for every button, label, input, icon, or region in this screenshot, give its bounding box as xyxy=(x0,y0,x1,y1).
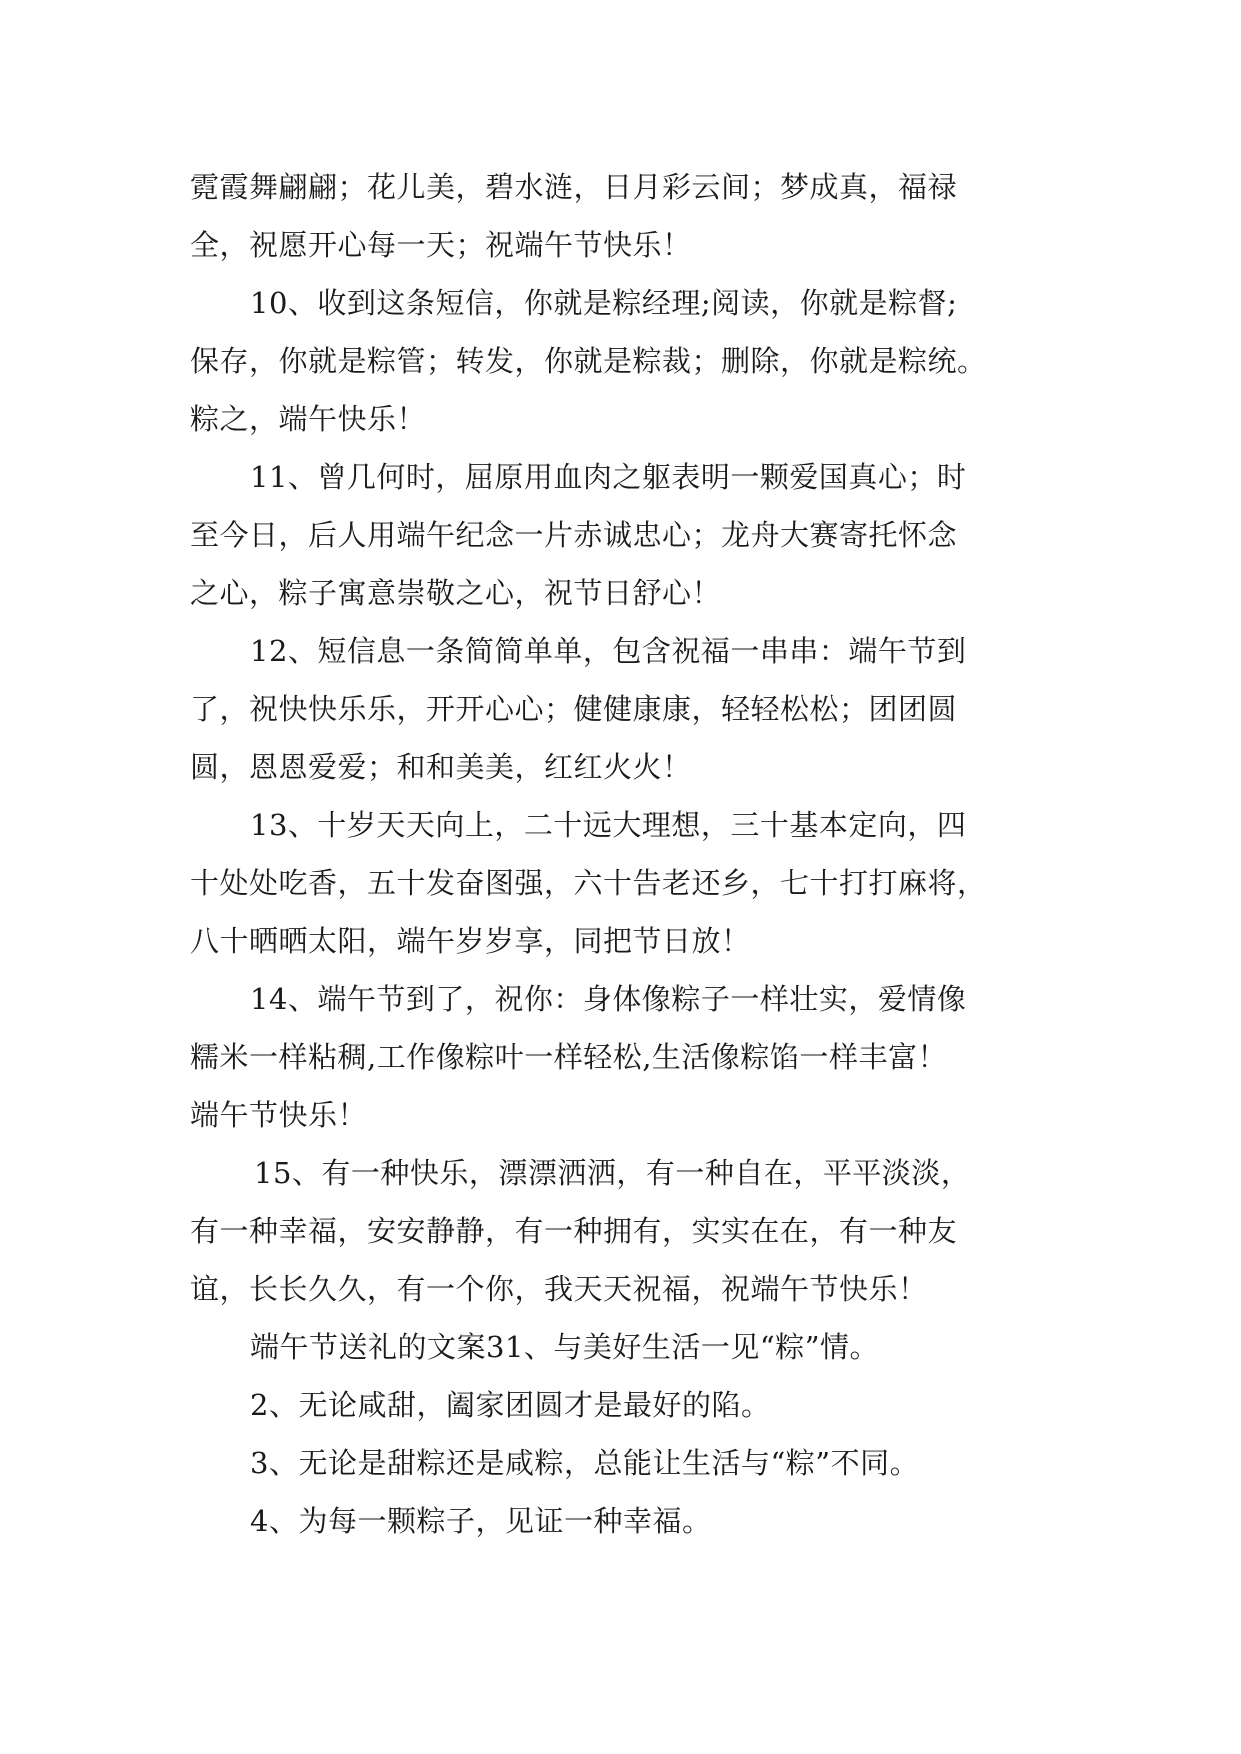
text-line xyxy=(190,912,1080,970)
list-item xyxy=(190,1434,1080,1492)
paragraph-first-line xyxy=(190,448,1080,506)
section-heading-line xyxy=(190,1318,1080,1376)
paragraph-first-line xyxy=(190,1144,1080,1202)
line-text: 4、为每一颗粽子，见证一种幸福。 xyxy=(250,1504,712,1538)
line-text: 保存，你就是粽管；转发，你就是粽裁；删除，你就是粽统。 xyxy=(190,344,987,378)
line-text: 1、与美好生活一见“粽”情。 xyxy=(504,1330,880,1364)
line-text: 了，祝快快乐乐，开开心心；健健康康，轻轻松松；团团圆 xyxy=(190,692,958,726)
line-text: 12、短信息一条简简单单，包含祝福一串串：端午节到 xyxy=(250,634,967,668)
line-text: 端午节快乐！ xyxy=(190,1098,368,1132)
text-line xyxy=(190,1028,1080,1086)
document-body xyxy=(190,158,1080,1550)
line-text: 10、收到这条短信，你就是粽经理;阅读，你就是粽督; xyxy=(250,286,958,320)
list-item xyxy=(190,1492,1080,1550)
line-text: 13、十岁天天向上，二十远大理想，三十基本定向，四 xyxy=(250,808,967,842)
section-heading: 端午节送礼的文案3 xyxy=(250,1330,505,1364)
text-line xyxy=(190,564,1080,622)
line-text: 之心，粽子寓意崇敬之心，祝节日舒心！ xyxy=(190,576,722,610)
line-text: 八十晒晒太阳，端午岁岁享，同把节日放！ xyxy=(190,924,751,958)
text-line xyxy=(190,1260,1080,1318)
line-text: 15、有一种快乐，漂漂洒洒，有一种自在，平平淡淡， xyxy=(254,1156,971,1190)
paragraph-first-line xyxy=(190,970,1080,1028)
line-text: 2、无论咸甜，阖家团圆才是最好的陷。 xyxy=(250,1388,771,1422)
line-text: 圆，恩恩爱爱；和和美美，红红火火！ xyxy=(190,750,692,784)
line-text: 至今日，后人用端午纪念一片赤诚忠心；龙舟大赛寄托怀念 xyxy=(190,518,958,552)
line-text: 3、无论是甜粽还是咸粽，总能让生活与“粽”不同。 xyxy=(250,1446,920,1480)
text-line xyxy=(190,738,1080,796)
line-text: 霓霞舞翩翩；花儿美，碧水涟，日月彩云间；梦成真，福禄 xyxy=(190,170,958,204)
line-text: 全，祝愿开心每一天；祝端午节快乐！ xyxy=(190,228,692,262)
text-line xyxy=(190,1202,1080,1260)
text-line xyxy=(190,854,1080,912)
line-text: 谊，长长久久，有一个你，我天天祝福，祝端午节快乐！ xyxy=(190,1272,928,1306)
line-text: 11、曾几何时，屈原用血肉之躯表明一颗爱国真心；时 xyxy=(250,460,967,494)
line-text: 有一种幸福，安安静静，有一种拥有，实实在在，有一种友 xyxy=(190,1214,958,1248)
paragraph-first-line xyxy=(190,274,1080,332)
line-text: 十处处吃香，五十发奋图强，六十告老还乡，七十打打麻将， xyxy=(190,866,987,900)
paragraph-first-line xyxy=(190,796,1080,854)
text-line xyxy=(190,158,1080,216)
list-item xyxy=(190,1376,1080,1434)
text-line xyxy=(190,332,1080,390)
paragraph-first-line xyxy=(190,622,1080,680)
text-line xyxy=(190,680,1080,738)
line-text: 糯米一样粘稠,工作像粽叶一样轻松,生活像粽馅一样丰富！ xyxy=(190,1040,947,1074)
line-text: 粽之，端午快乐！ xyxy=(190,402,427,436)
text-line xyxy=(190,216,1080,274)
line-text: 14、端午节到了，祝你：身体像粽子一样壮实，爱情像 xyxy=(250,982,967,1016)
text-line xyxy=(190,1086,1080,1144)
text-line xyxy=(190,390,1080,448)
text-line xyxy=(190,506,1080,564)
